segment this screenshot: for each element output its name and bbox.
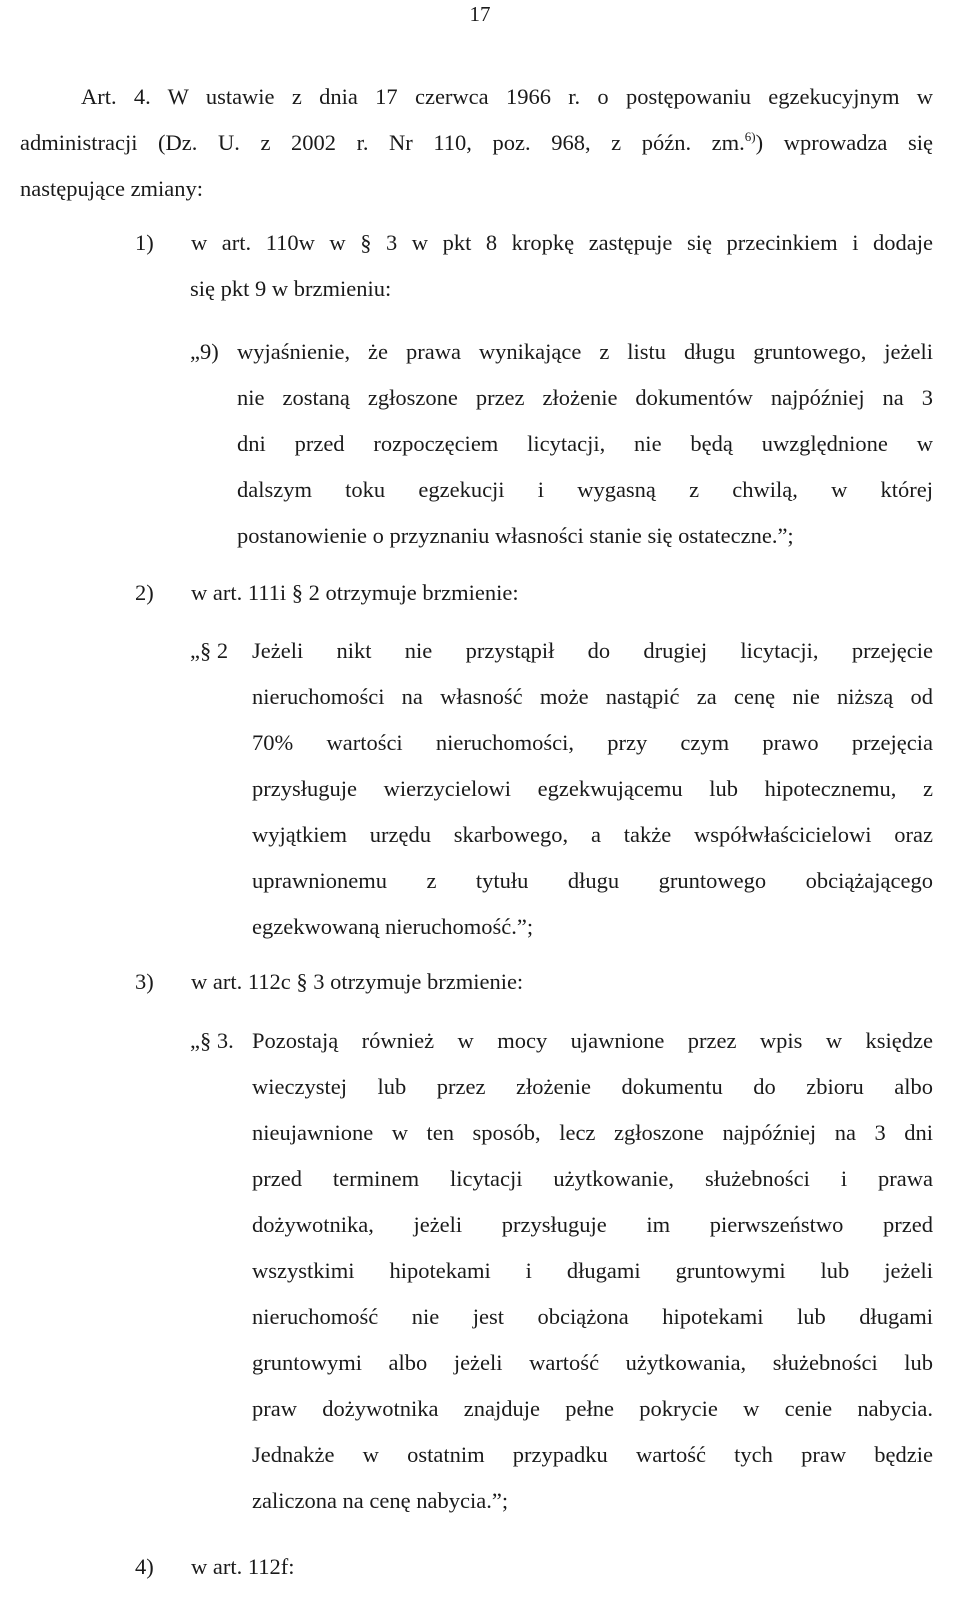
item-text: w art. 112c § 3 otrzymuje brzmienie:: [191, 969, 524, 994]
quote-line: Pozostają również w mocy ujawnione przez wpis w księdze: [252, 1028, 933, 1053]
item-number: 4): [135, 1554, 154, 1579]
item-number: 3): [135, 969, 154, 994]
quote-line: wyjaśnienie, że prawa wynikające z listu długu gruntowego, jeżeli: [237, 339, 933, 364]
quote-line: wszystkimi hipotekami i długami gruntowymi lub jeżeli: [252, 1258, 933, 1283]
quote-number: „§ 2: [190, 638, 229, 663]
quote-line: nieujawnione w ten sposób, lecz zgłoszone najpóźniej na 3 dni: [252, 1120, 933, 1145]
quote-line: nieruchomości na własność może nastąpić za cenę nie niższą od: [252, 684, 933, 709]
item-text: w art. 111i § 2 otrzymuje brzmienie:: [191, 580, 519, 605]
quote-line: wieczystej lub przez złożenie dokumentu do zbioru albo: [252, 1074, 933, 1099]
quote-line: Jednakże w ostatnim przypadku wartość tych praw będzie: [252, 1442, 933, 1467]
quote-line: dalszym toku egzekucji i wygasną z chwilą, w której: [237, 477, 933, 502]
quote-line: nie zostaną zgłoszone przez złożenie dokumentów najpóźniej na 3: [237, 385, 933, 410]
intro-line: administracji (Dz. U. z 2002 r. Nr 110, poz. 968, z późn. zm.$^{6)}$) wprowadza się: [20, 129, 933, 155]
quote-line: dożywotnika, jeżeli przysługuje im pierwszeństwo przed: [252, 1212, 933, 1237]
quote-line: gruntowymi albo jeżeli wartość użytkowania, służebności lub: [252, 1350, 933, 1375]
quote-number: „9): [190, 339, 219, 364]
intro-line: następujące zmiany:: [20, 176, 204, 201]
quote-line: postanowienie o przyznaniu własności stanie się ostateczne.”;: [237, 523, 794, 548]
quote-line: egzekwowaną nieruchomość.”;: [252, 914, 534, 939]
item-number: 2): [135, 580, 154, 605]
quote-line: nieruchomość nie jest obciążona hipotekami lub długami: [252, 1304, 933, 1329]
quote-line: przysługuje wierzycielowi egzekwującemu lub hipotecznemu, z: [252, 776, 933, 801]
quote-line: przed terminem licytacji użytkowanie, służebności i prawa: [252, 1166, 933, 1191]
quote-line: uprawnionemu z tytułu długu gruntowego obciążającego: [252, 868, 933, 893]
quote-line: Jeżeli nikt nie przystąpił do drugiej licytacji, przejęcie: [252, 638, 933, 663]
quote-line: 70% wartości nieruchomości, przy czym prawo przejęcia: [252, 730, 933, 755]
intro-line: Art. 4. W ustawie z dnia 17 czerwca 1966 r. o postępowaniu egzekucyjnym w: [81, 84, 933, 109]
footnote-ref: 6): [744, 129, 756, 144]
quote-line: praw dożywotnika znajduje pełne pokrycie w cenie nabycia.: [252, 1396, 933, 1421]
list-item-1-cont: [190, 266, 933, 312]
page-number: 17: [469, 2, 491, 26]
quote-number: „§ 3.: [190, 1028, 234, 1053]
intro-paragraph-cont: [20, 120, 933, 212]
item-text: się pkt 9 w brzmieniu:: [190, 276, 392, 301]
quote-line: wyjątkiem urzędu skarbowego, a także współwłaścicielowi oraz: [252, 822, 933, 847]
item-text: w art. 112f:: [191, 1554, 295, 1579]
item-number: 1): [135, 230, 154, 255]
quote-line: zaliczona na cenę nabycia.”;: [252, 1488, 509, 1513]
intro-paragraph: [81, 74, 933, 120]
item-text: w art. 110w w § 3 w pkt 8 kropkę zastępuje się przecinkiem i dodaje: [191, 230, 933, 255]
quote-line: dni przed rozpoczęciem licytacji, nie będą uwzględnione w: [237, 431, 933, 456]
